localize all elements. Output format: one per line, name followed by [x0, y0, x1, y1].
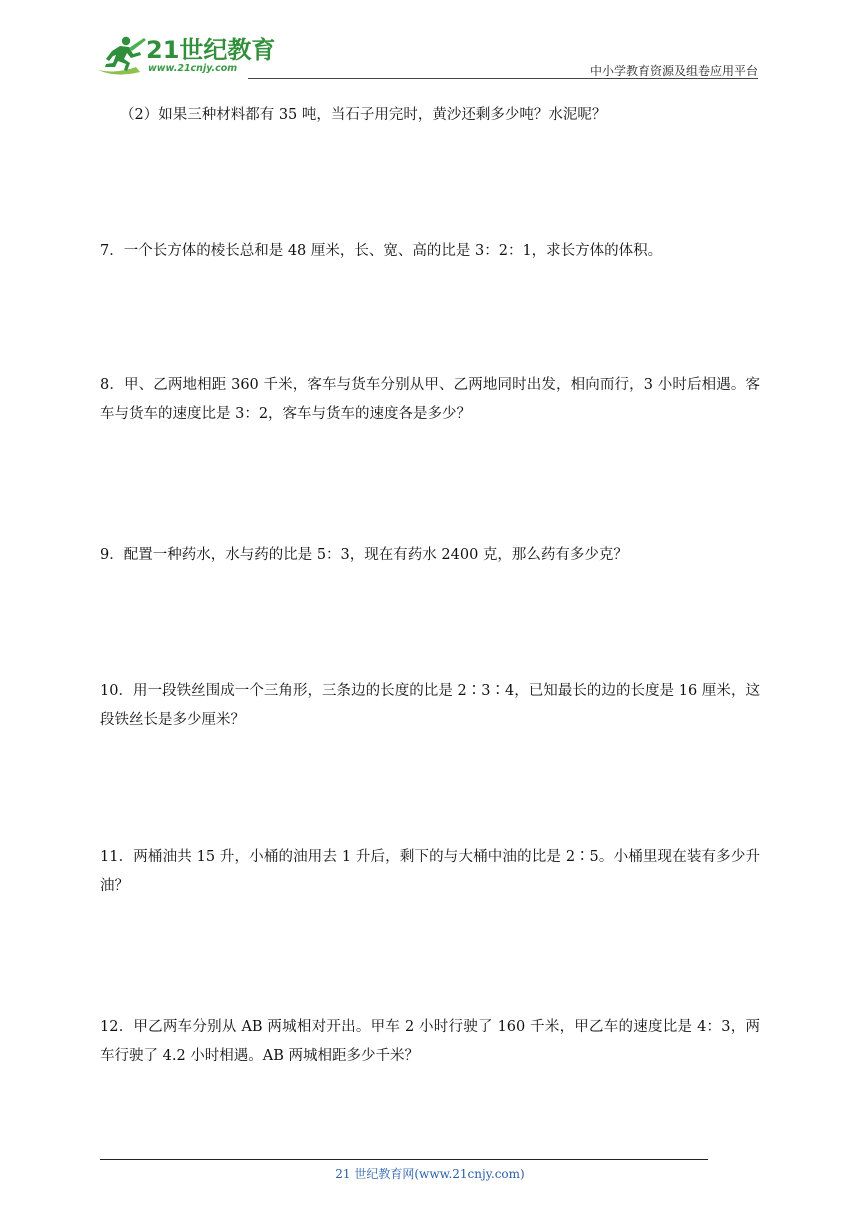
question-9: 9．配置一种药水，水与药的比是 5：3，现在有药水 2400 克，那么药有多少克？ — [100, 547, 628, 563]
question-7: 7．一个长方体的棱长总和是 48 厘米，长、宽、高的比是 3：2：1，求长方体的体积。 — [100, 243, 663, 259]
page-footer[interactable]: 21 世纪教育网(www.21cnjy.com) — [335, 1167, 525, 1181]
question-10: 10．用一段铁丝围成一个三角形，三条边的长度的比是 2∶3∶4，已知最长的边的长度是 16 厘米，这段铁丝长是多少厘米？ — [100, 683, 760, 728]
logo-wordmark: 21世纪教育 — [146, 36, 276, 64]
footer-divider — [100, 1159, 708, 1160]
logo-url: www.21cnjy.com — [148, 63, 238, 74]
page-header — [96, 34, 758, 78]
runner-logo-icon — [96, 34, 148, 76]
question-12: 12．甲乙两车分别从 AB 两城相对开出。甲车 2 小时行驶了 160 千米，甲乙车的速度比是 4：3，两车行驶了 4.2 小时相遇。AB 两城相距多少千米？ — [100, 1019, 760, 1064]
header-divider — [248, 78, 758, 79]
question-6-part-2: （2）如果三种材料都有 35 吨，当石子用完时，黄沙还剩多少吨？水泥呢？ — [120, 107, 607, 123]
platform-tagline: 中小学教育资源及组卷应用平台 — [589, 64, 758, 78]
question-8: 8．甲、乙两地相距 360 千米，客车与货车分别从甲、乙两地同时出发，相向而行，3 小时后相遇。客车与货车的速度比是 3：2，客车与货车的速度各是多少？ — [100, 377, 760, 422]
question-11: 11．两桶油共 15 升，小桶的油用去 1 升后，剩下的与大桶中油的比是 2∶5。小桶里现在装有多少升油？ — [100, 849, 760, 894]
site-logo[interactable] — [96, 34, 276, 76]
